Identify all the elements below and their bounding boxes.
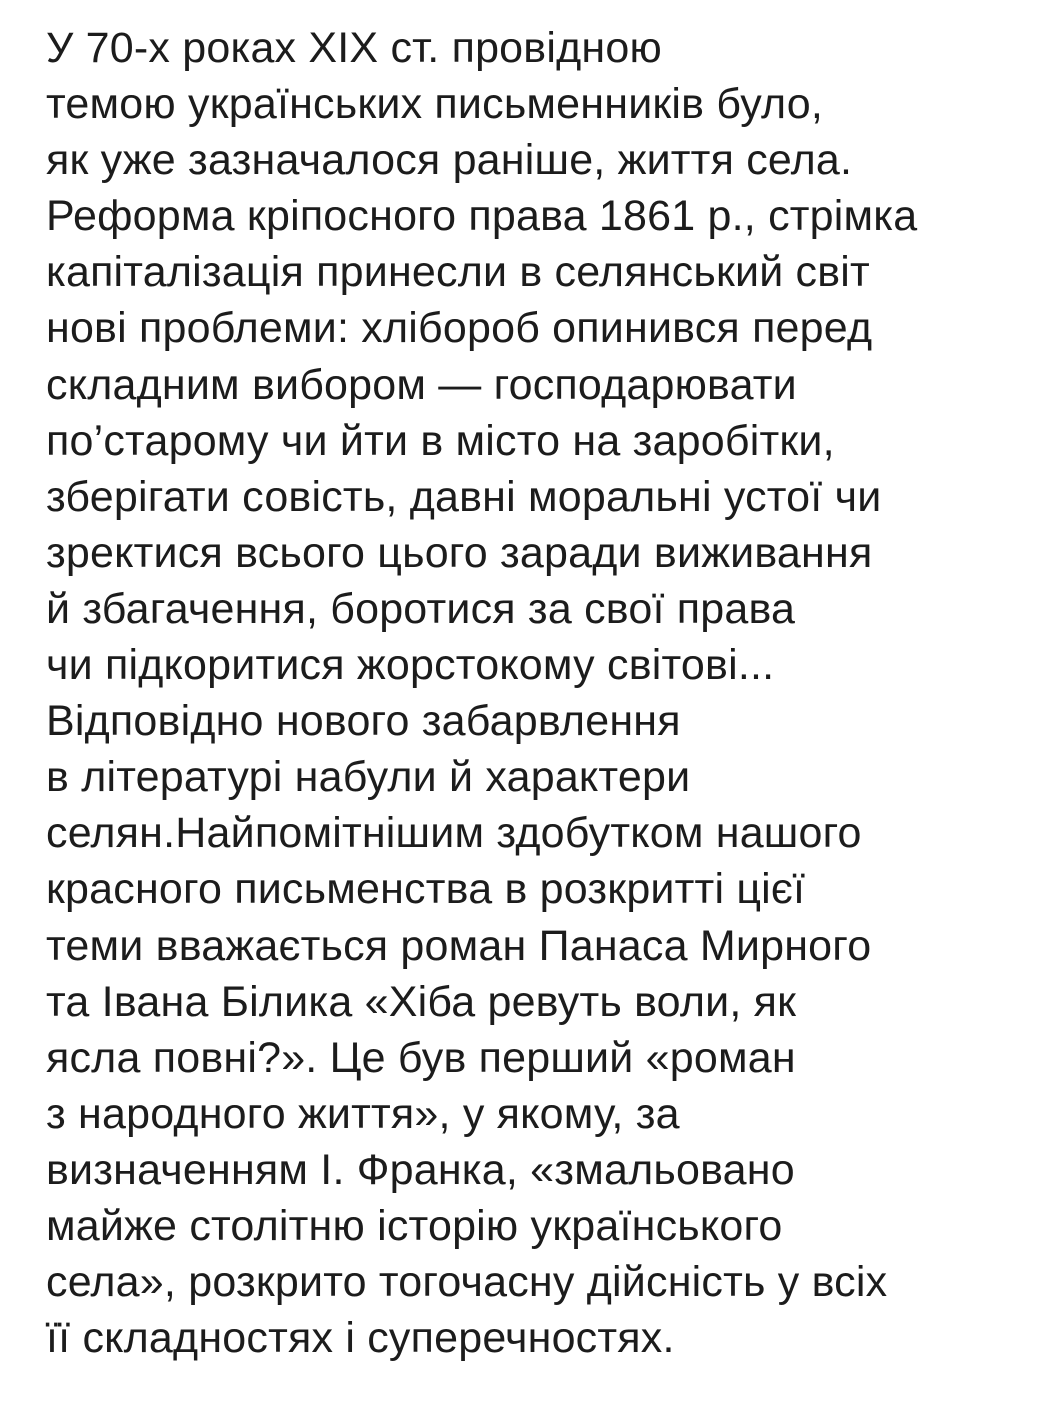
text-line: зректися всього цього заради виживання — [46, 528, 873, 577]
text-line: майже столітню історію українського — [46, 1201, 783, 1250]
text-line: капіталізація принесли в селянський світ — [46, 248, 870, 297]
document-text — [46, 20, 1046, 1366]
text-line: зберігати совість, давні моральні устої чи — [46, 472, 882, 521]
text-line: як уже зазначалося раніше, життя села. — [46, 136, 853, 185]
text-line: в літературі набули й характери — [46, 753, 691, 802]
text-line: У 70-х роках XIX ст. провідною — [46, 24, 662, 72]
text-line: визначенням І. Франка, «змальовано — [46, 1145, 795, 1194]
text-line: й збагачення, боротися за свої права — [46, 584, 796, 633]
text-line: села», розкрито тогочасну дійсність у всіх — [46, 1258, 888, 1307]
text-line: ясла повні?». Це був перший «роман — [46, 1033, 796, 1082]
text-line: селян.Найпомітнішим здобутком нашого — [46, 809, 862, 858]
text-line: по’старому чи йти в місто на заробітки, — [46, 416, 835, 465]
text-line: нові проблеми: хлібороб опинився перед — [46, 304, 873, 353]
text-line: Відповідно нового забарвлення — [46, 697, 681, 746]
text-line: з народного життя», у якому, за — [46, 1089, 680, 1138]
text-line: теми вважається роман Панаса Мирного — [46, 921, 872, 970]
text-line: темою українських письменників було, — [46, 80, 824, 129]
text-line: та Івана Білика «Хіба ревуть воли, як — [46, 977, 797, 1026]
text-line: складним вибором — господарювати — [46, 360, 797, 409]
text-line: Реформа кріпосного права 1861 р., стрімка — [46, 192, 918, 241]
text-line: її складностях і суперечностях. — [46, 1314, 675, 1363]
text-line: чи підкоритися жорстокому світові... — [46, 641, 775, 690]
text-line: красного письменства в розкритті цієї — [46, 865, 806, 914]
